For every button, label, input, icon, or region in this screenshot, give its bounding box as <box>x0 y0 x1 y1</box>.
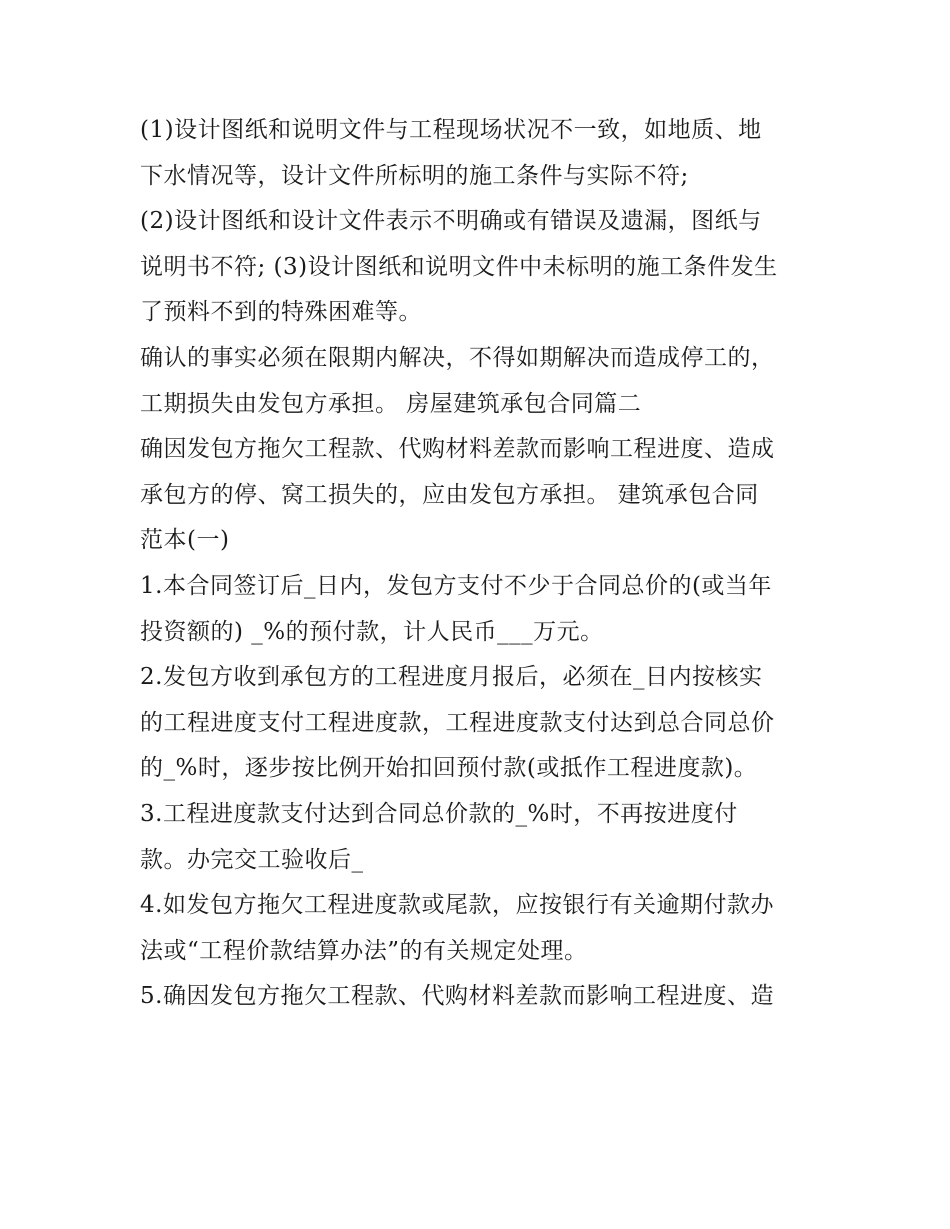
text-line: (2)设计图纸和设计文件表示不明确或有错误及遗漏，图纸与 <box>140 208 762 235</box>
text-line: 了预料不到的特殊困难等。 <box>140 299 422 326</box>
text-line: 款。办完交工验收后_ <box>140 846 364 873</box>
text-line: 确认的事实必须在限期内解决，不得如期解决而造成停工的， <box>140 344 775 371</box>
text-line: 说明书不符; (3)设计图纸和说明文件中未标明的施工条件发生 <box>140 253 778 280</box>
text-line: 1.本合同签订后_日内，发包方支付不少于合同总价的(或当年 <box>140 572 772 599</box>
text-line: 2.发包方收到承包方的工程进度月报后，必须在_日内按核实 <box>140 664 763 691</box>
document-body <box>140 108 820 1020</box>
text-line: 3.工程进度款支付达到合同总价款的_%时，不再按进度付 <box>140 800 738 827</box>
text-line: 4.如发包方拖欠工程进度款或尾款，应按银行有关逾期付款办 <box>140 892 774 919</box>
text-line: 确因发包方拖欠工程款、代购材料差款而影响工程进度、造成 <box>140 436 775 463</box>
text-line: 承包方的停、窝工损失的，应由发包方承担。 建筑承包合同 <box>140 481 759 508</box>
text-line: 工期损失由发包方承担。 房屋建筑承包合同篇二 <box>140 390 642 417</box>
text-line: (1)设计图纸和说明文件与工程现场状况不一致，如地质、地 <box>140 117 762 143</box>
text-line: 5.确因发包方拖欠工程款、代购材料差款而影响工程进度、造 <box>140 983 774 1010</box>
text-line: 的工程进度支付工程进度款，工程进度款支付达到总合同总价 <box>140 709 775 736</box>
text-line: 的_%时，逐步按比例开始扣回预付款(或抵作工程进度款)。 <box>140 755 758 782</box>
text-line: 法或“工程价款结算办法”的有关规定处理。 <box>140 937 588 964</box>
text-line: 投资额的) _%的预付款，计人民币___万元。 <box>140 618 604 645</box>
text-line: 下水情况等，设计文件所标明的施工条件与实际不符; <box>140 162 689 189</box>
text-line: 范本(一) <box>140 527 230 554</box>
